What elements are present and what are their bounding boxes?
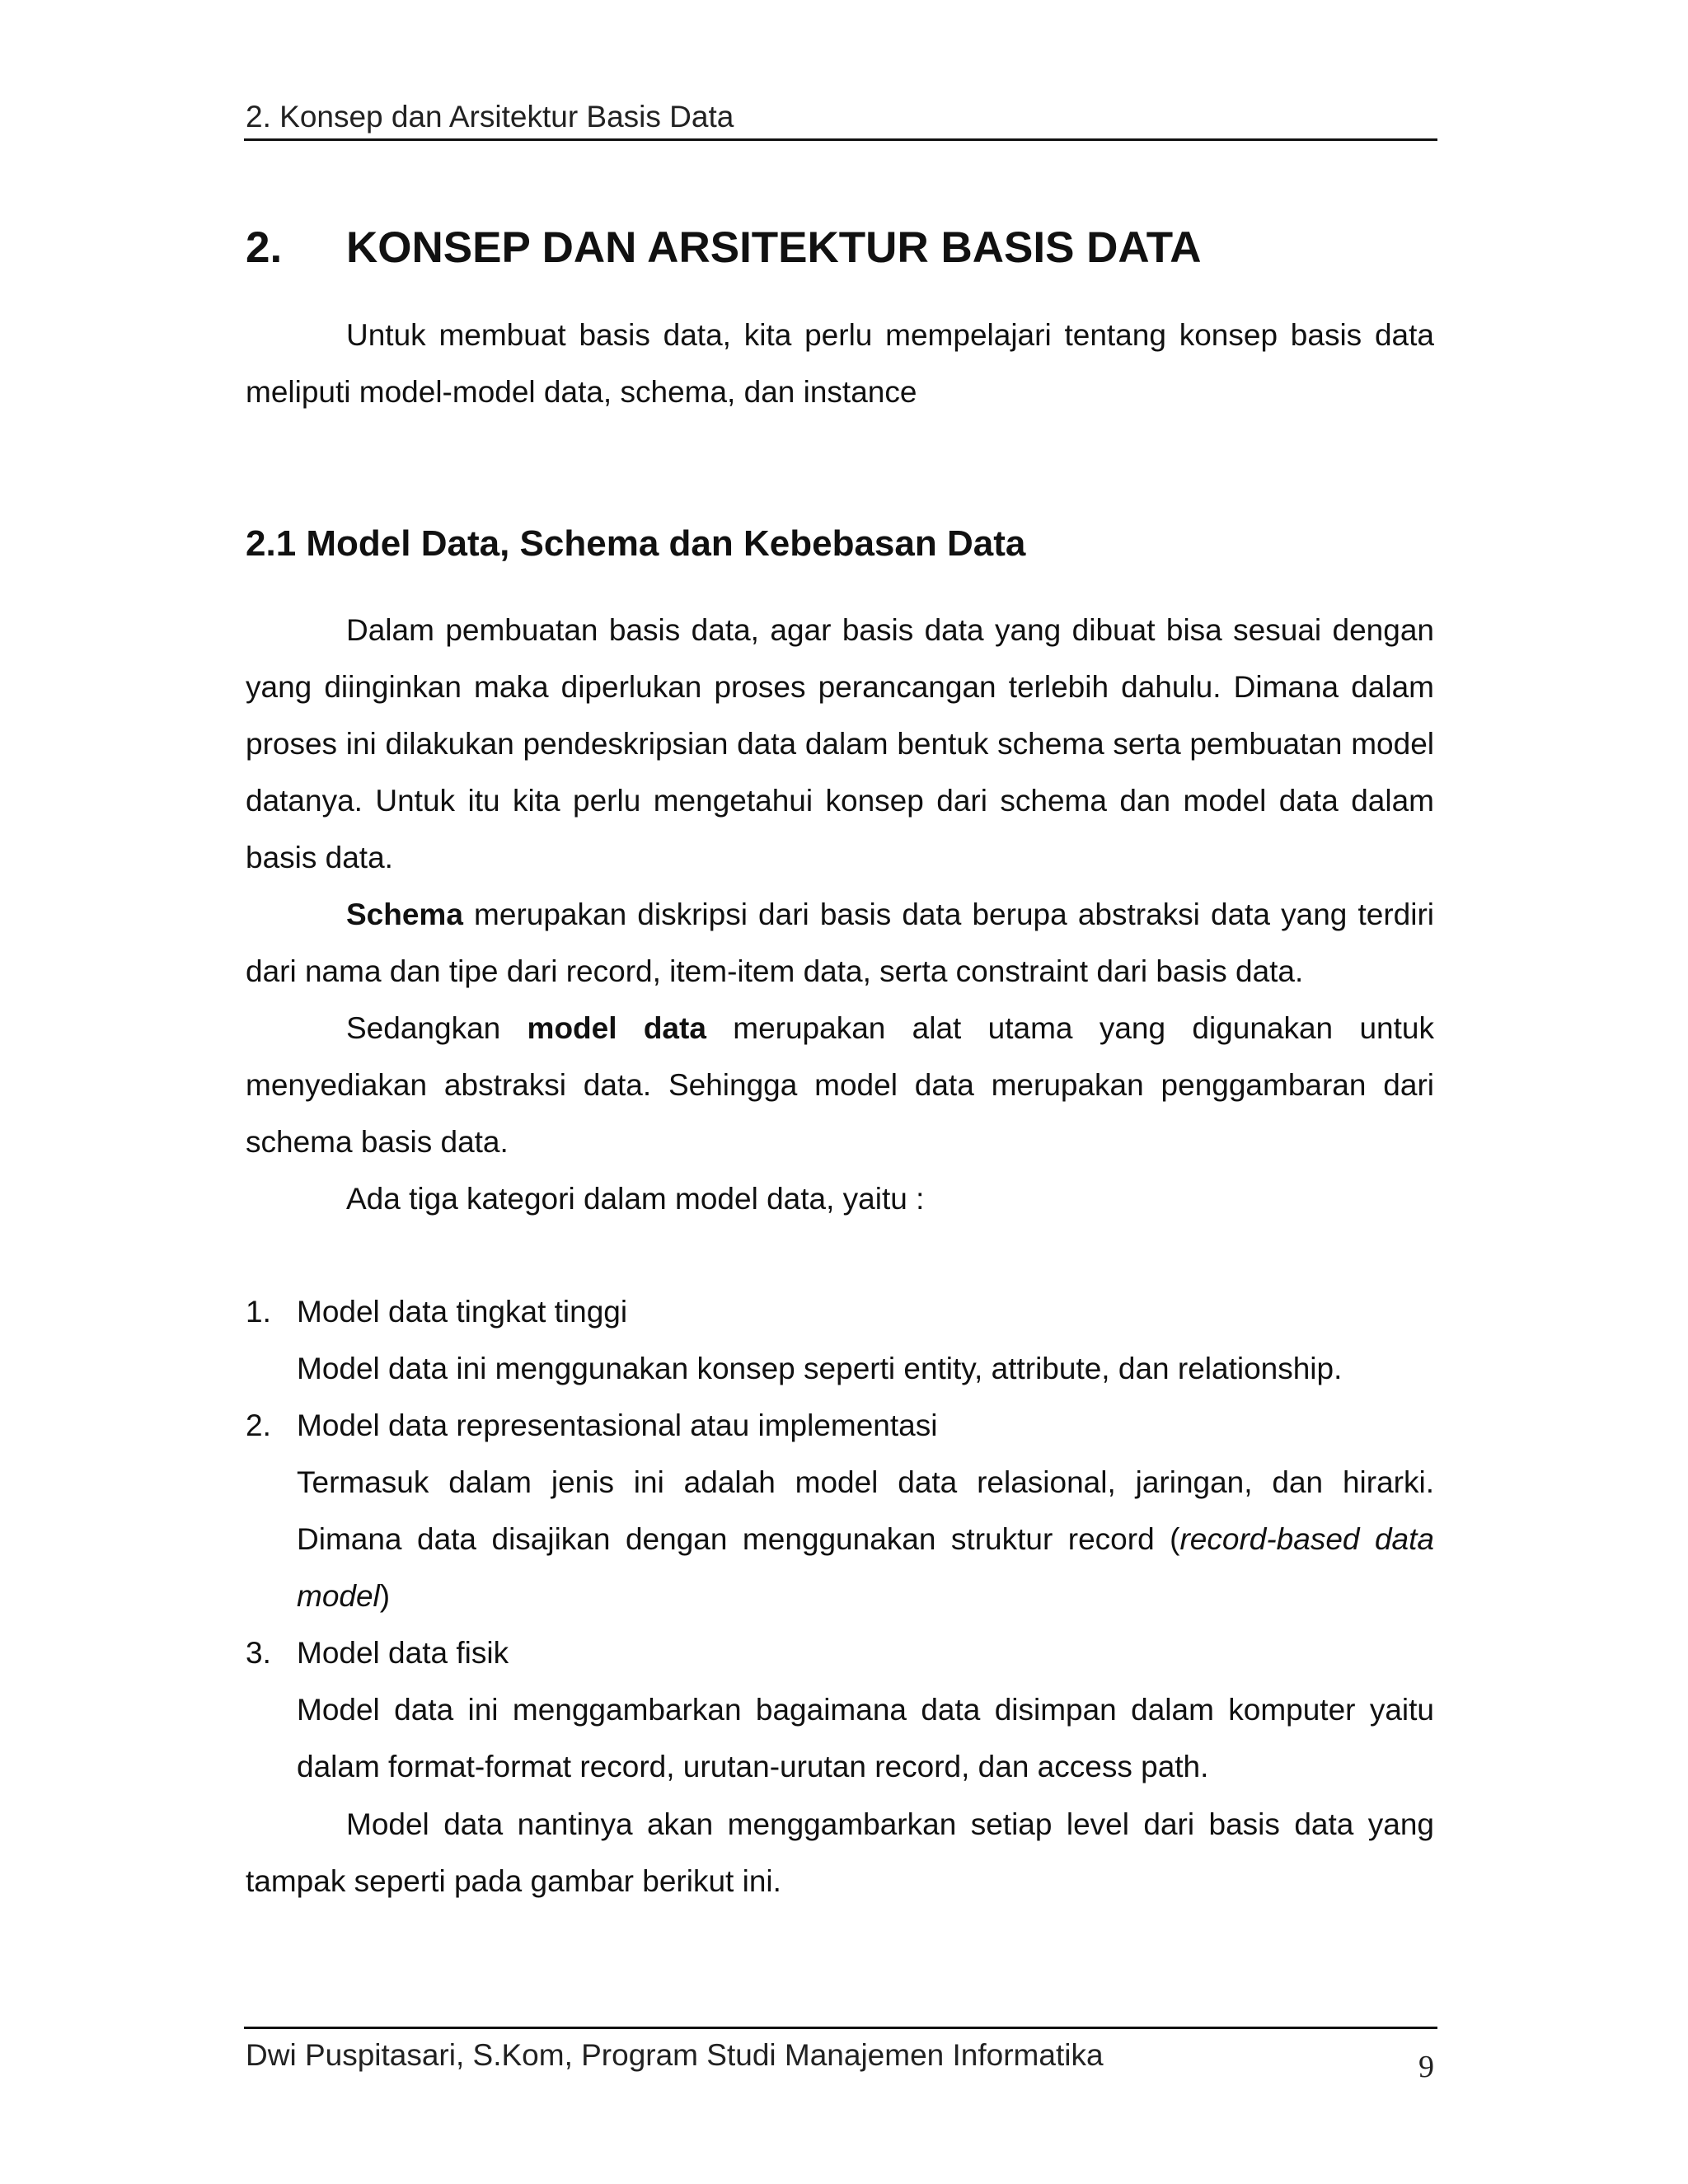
paragraph-schema bbox=[246, 886, 1434, 1000]
paragraph-closing: Model data nantinya akan menggambarkan setiap level dari basis data yang tampak seperti pada gambar berikut ini. bbox=[246, 1807, 1434, 1898]
list-marker: 1. bbox=[246, 1295, 271, 1329]
chapter-intro-block bbox=[246, 307, 1434, 420]
list-item-description-italic: record-based data model bbox=[297, 1522, 1434, 1613]
list-marker: 3. bbox=[246, 1636, 271, 1670]
running-header: 2. Konsep dan Arsitektur Basis Data bbox=[246, 100, 734, 134]
page-number: 9 bbox=[1418, 2050, 1434, 2084]
list-item-description bbox=[297, 1454, 1434, 1624]
chapter-number: 2. bbox=[246, 223, 283, 272]
paragraph-model-data bbox=[246, 1000, 1434, 1170]
model-data-definition: merupakan alat utama yang digunakan untuk menyediakan abstraksi data. Sehingga model data merupakan penggambaran dari schema basis data. bbox=[246, 1011, 1434, 1159]
list-item bbox=[246, 1283, 1434, 1397]
list-item-description-end: ) bbox=[379, 1579, 391, 1613]
list-item-description-text: Termasuk dalam jenis ini adalah model data relasional, jaringan, dan hirarki. Dimana data disajikan dengan menggunakan struktur record ( bbox=[297, 1465, 1434, 1556]
schema-term: Schema bbox=[346, 898, 463, 931]
list-item-title: Model data representasional atau implementasi bbox=[297, 1408, 938, 1442]
list-item-description: Model data ini menggambarkan bagaimana data disimpan dalam komputer yaitu dalam format-format record, urutan-urutan record, dan access path. bbox=[297, 1693, 1434, 1783]
chapter-title bbox=[246, 221, 1434, 275]
closing-block bbox=[246, 1796, 1434, 1910]
header-rule bbox=[244, 138, 1437, 141]
model-category-list bbox=[246, 1283, 1434, 1795]
chapter-title-text: KONSEP DAN ARSITEKTUR BASIS DATA bbox=[346, 223, 1202, 272]
list-item-description: Model data ini menggunakan konsep seperti entity, attribute, dan relationship. bbox=[297, 1352, 1343, 1385]
list-item bbox=[246, 1624, 1434, 1795]
list-item-title: Model data tingkat tinggi bbox=[297, 1295, 628, 1329]
list-item-title: Model data fisik bbox=[297, 1636, 509, 1670]
paragraph-perancangan: Dalam pembuatan basis data, agar basis data yang dibuat bisa sesuai dengan yang diinginkan maka diperlukan proses perancangan terlebih dahulu. Dimana dalam proses ini dilakukan pendeskripsian data dalam bentuk schema serta pembuatan model datanya. Untuk itu kita perlu mengetahui konsep dari schema dan model data dalam basis data. bbox=[246, 613, 1434, 874]
footer-author: Dwi Puspitasari, S.Kom, Program Studi Manajemen Informatika bbox=[246, 2038, 1104, 2072]
model-data-term: model data bbox=[527, 1011, 706, 1045]
list-marker: 2. bbox=[246, 1408, 271, 1442]
section-title: 2.1 Model Data, Schema dan Kebebasan Data bbox=[246, 523, 1026, 564]
footer-rule bbox=[244, 2027, 1437, 2029]
list-item bbox=[246, 1397, 1434, 1624]
paragraph-kategori: Ada tiga kategori dalam model data, yaitu : bbox=[346, 1182, 925, 1216]
model-data-intro: Sedangkan bbox=[346, 1011, 528, 1045]
schema-definition: merupakan diskripsi dari basis data berupa abstraksi data yang terdiri dari nama dan tipe dari record, item-item data, serta constraint dari basis data. bbox=[246, 898, 1434, 988]
section-body bbox=[246, 602, 1434, 1227]
chapter-intro-paragraph: Untuk membuat basis data, kita perlu mempelajari tentang konsep basis data meliputi model-model data, schema, dan instance bbox=[246, 318, 1434, 409]
